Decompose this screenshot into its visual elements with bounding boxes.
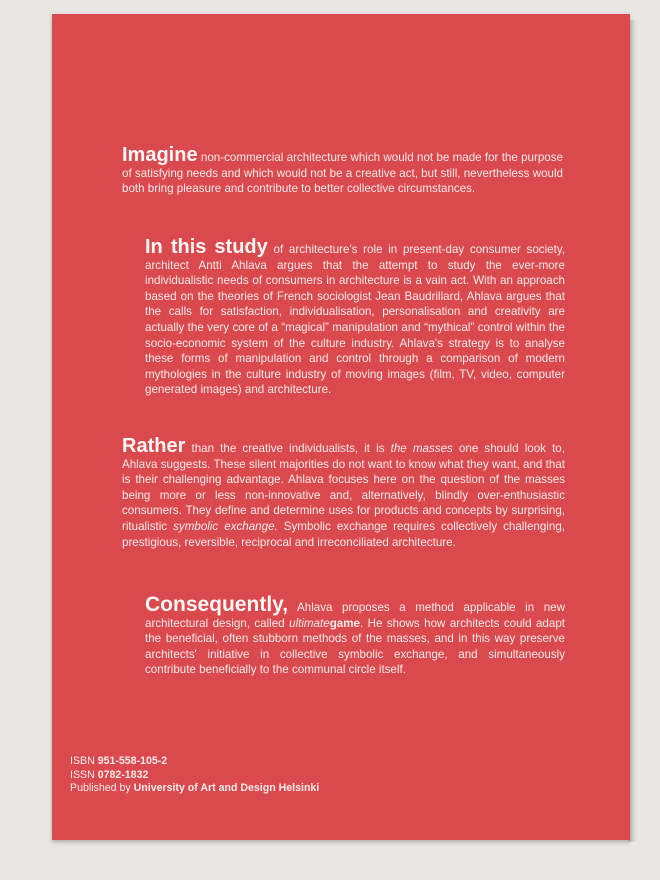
emphasis-ultimate: ultimate [289,616,330,630]
paragraph-text: Symbolic exchange requires collectively challenging, prestigious, reversible, reciprocal and irreconciliated architecture. [122,519,565,549]
paragraph-text: than the creative individualists, it is [185,442,391,455]
paragraph-text: Ahlava proposes a method applicable in new architectural design, called [145,601,565,630]
lead-word-imagine: Imagine [122,144,198,166]
paragraph-consequently [145,593,565,678]
lead-word-rather: Rather [122,435,186,457]
bold-game: game [329,616,360,630]
paragraph-text: . He shows how architects could adapt the beneficial, often stubborn methods of the masses, and in this way preserve architects' initiative in collective symbolic exchange, and simultaneously contribute beneficially to the communal circle itself. [145,616,565,677]
isbn-line [70,755,319,769]
publication-info [70,755,319,796]
lead-word-consequently: Consequently, [145,593,289,616]
emphasis-the-masses: the masses [390,442,453,455]
published-label: Published by [70,782,131,794]
paragraph-text: non-commercial architecture which would not be made for the purpose of satisfying needs and which would not be a creative act, but still, nevertheless would both bring pleasure and contribute to better collective circumstances. [122,151,563,196]
paragraph-imagine [122,144,563,197]
paragraph-rather [122,435,565,550]
lead-words-in-this-study: In this study [145,236,268,258]
paragraph-text: one should look to, Ahlava suggests. These silent majorities do not want to know what they want, and that is their challenging advantage. Ahlava focuses here on the question of the masses being more or less non-innovative and, alternatively, blindly over-enthusiastic consumers. They define and determine uses for products and concepts by surprising, ritualistic [122,442,565,533]
publisher-line [70,782,319,796]
issn-value: 0782-1832 [97,768,149,781]
emphasis-symbolic-exchange: symbolic exchange. [173,519,278,533]
paragraph-text: of architecture's role in present-day consumer society, architect Antti Ahlava argues that the attempt to study the ever-more individualistic needs of consumers in architecture is a vain act. With an approach based on the theories of French sociologist Jean Baudrillard, Ahlava argues that the calls for satisfaction, individualisation, personalisation and creativity are actually the very core of a “magical” manipulation and “mythical” control within the socio-economic system of the culture industry. Ahlava's strategy is to analyse these forms of manipulation and control through a comparison of modern mythologies in the culture industry of moving images (film, TV, video, computer generated images) and architecture. [145,243,565,397]
isbn-label: ISBN [70,755,95,767]
book-back-cover [52,14,630,840]
issn-line [70,769,319,783]
paragraph-in-this-study [145,236,565,398]
isbn-value: 951-558-105-2 [97,755,168,767]
publisher-name: University of Art and Design Helsinki [133,782,320,794]
issn-label: ISSN [70,768,95,781]
